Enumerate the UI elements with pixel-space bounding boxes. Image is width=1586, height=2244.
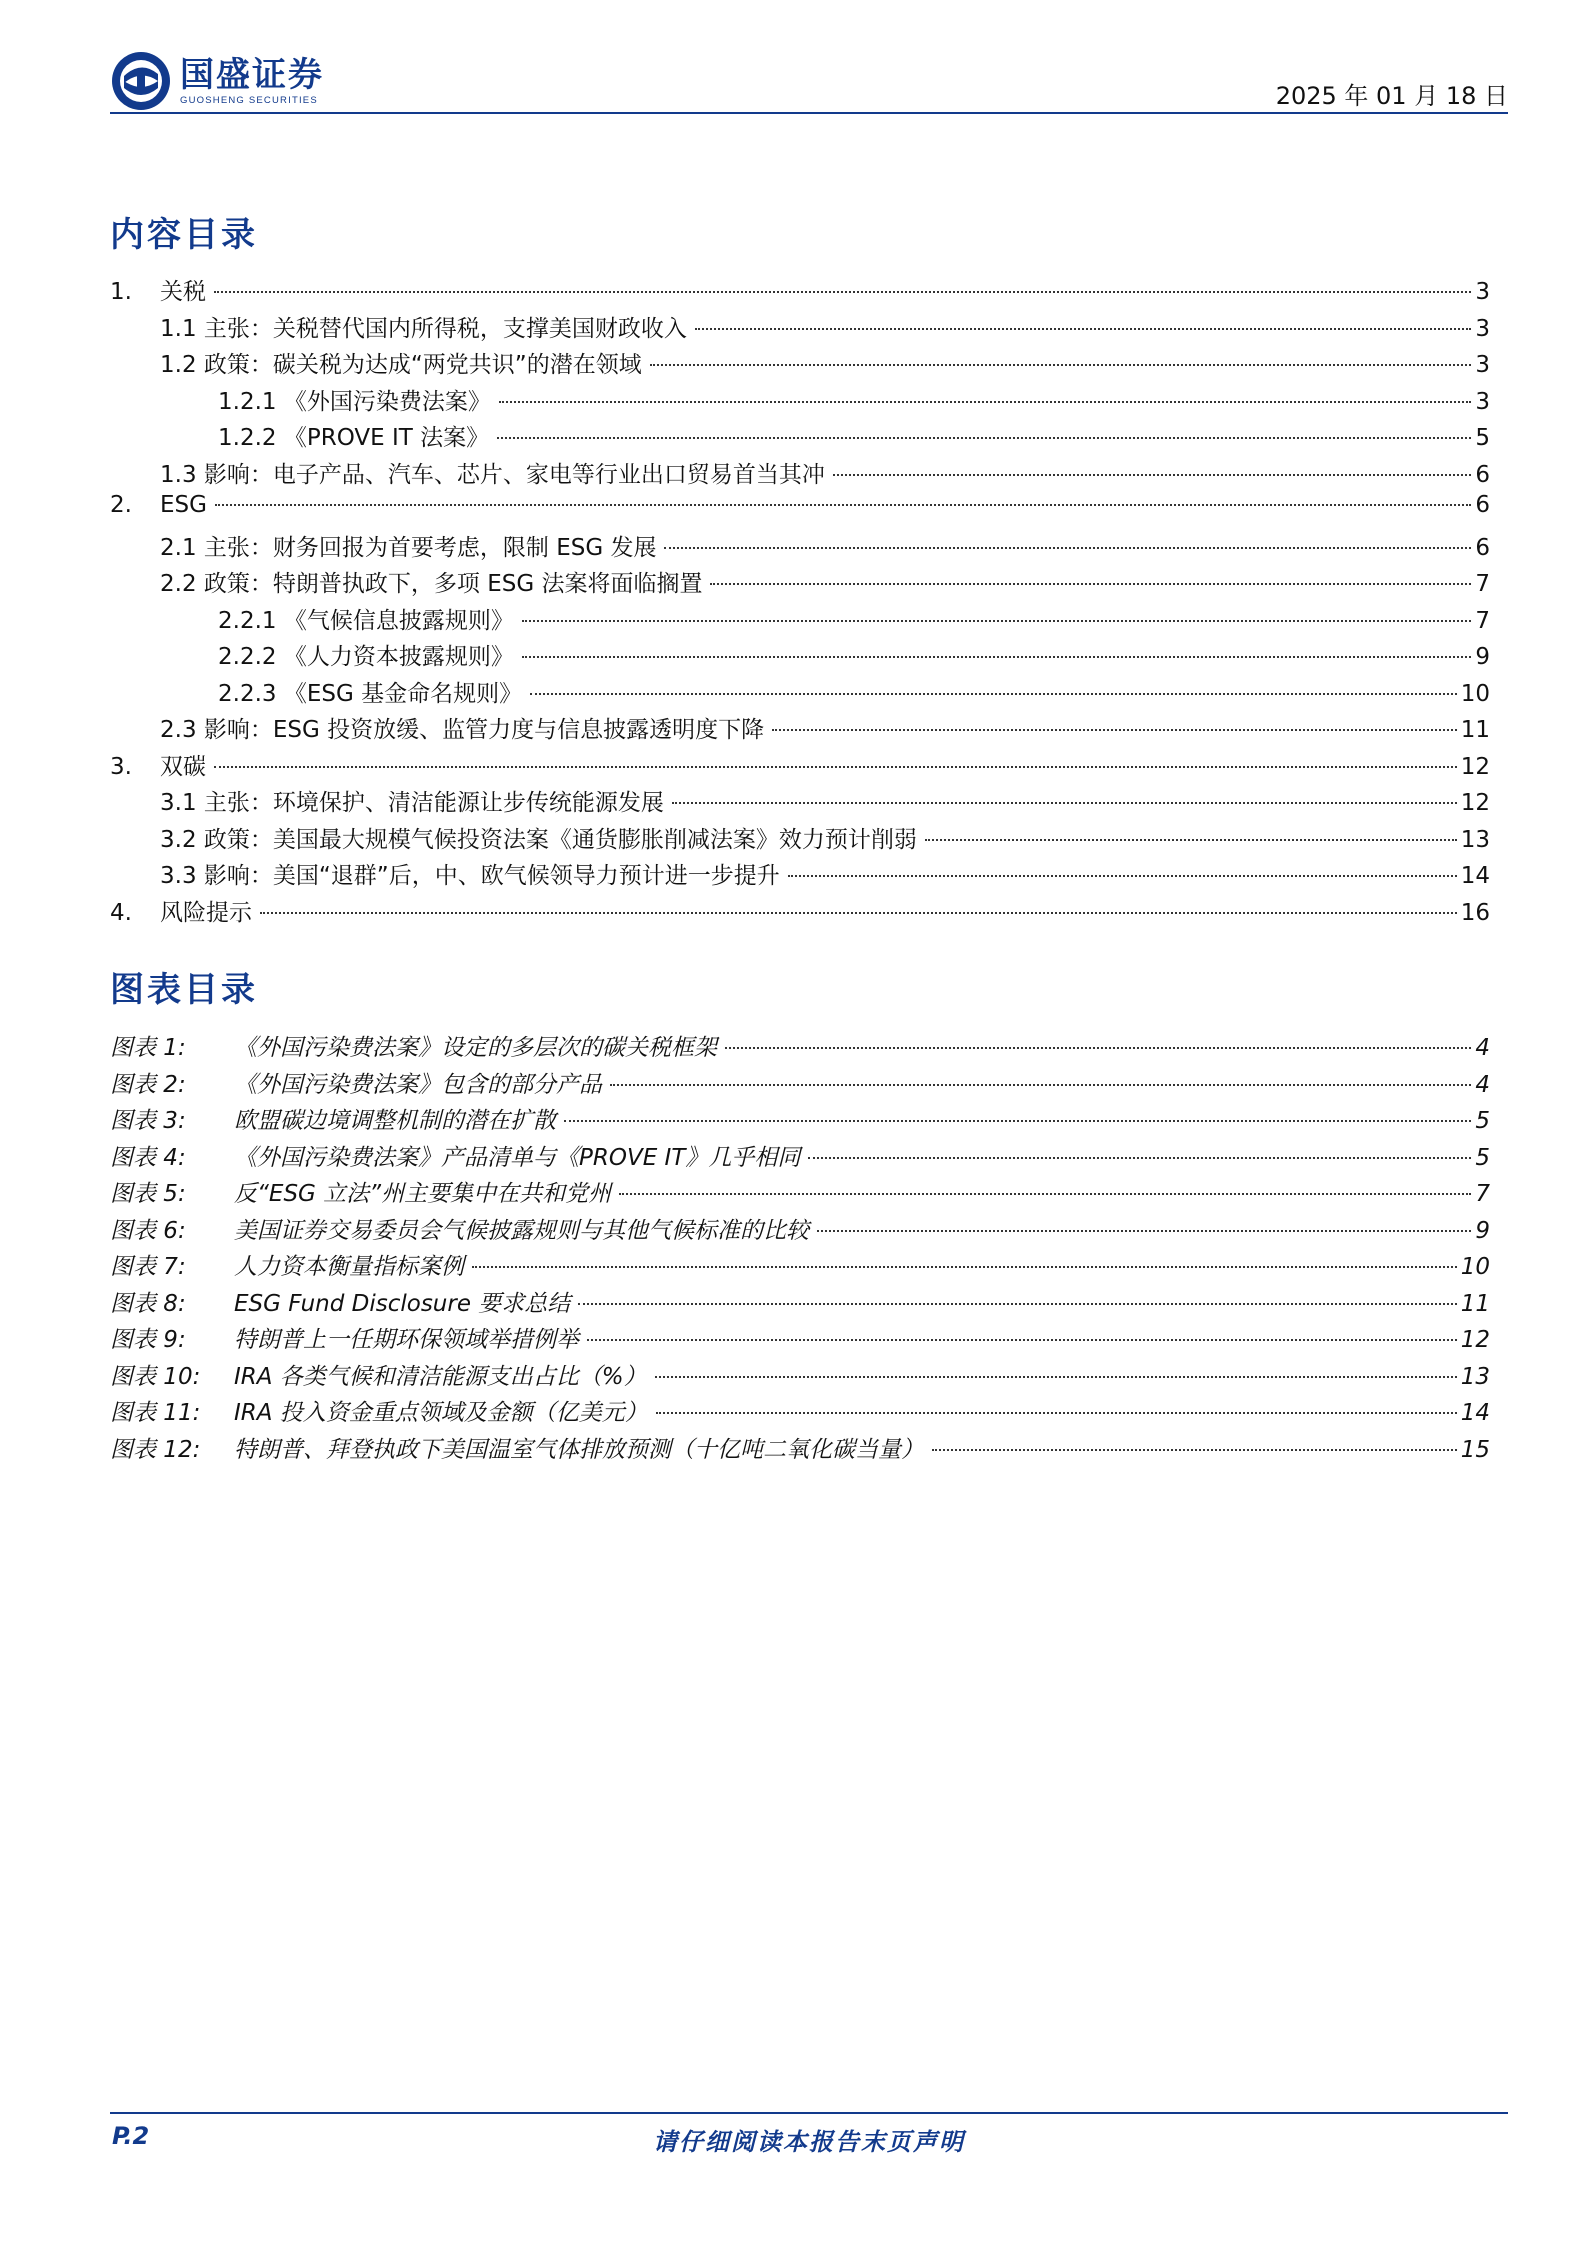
- figure-entry-page: 4: [1475, 1071, 1490, 1098]
- toc-entry[interactable]: [110, 748, 1490, 785]
- toc-entry-heading: [160, 310, 691, 343]
- figure-entry-label: 图表 6:: [110, 1217, 186, 1244]
- dot-leader: [472, 1266, 1457, 1268]
- dot-leader: [214, 291, 1471, 293]
- toc-entry-page: 14: [1460, 863, 1490, 889]
- figure-entry-label: 图表 10:: [110, 1363, 201, 1390]
- toc-entry-number: 1.2: [160, 352, 197, 378]
- toc-entry-page: 3: [1475, 352, 1490, 378]
- figure-entry-page: 10: [1460, 1254, 1490, 1280]
- toc-entry-page: 3: [1475, 315, 1490, 342]
- toc-entry-page: 3: [1475, 279, 1490, 305]
- toc-entry-heading: [218, 602, 518, 635]
- figure-entry-page: 14: [1460, 1400, 1490, 1426]
- toc-entry-text: 关税: [160, 279, 206, 305]
- figure-entry-page: 12: [1460, 1327, 1490, 1353]
- toc-entry-number: 1.2.2: [218, 425, 277, 451]
- figure-entry-title: IRA 各类气候和清洁能源支出占比（%）: [234, 1363, 647, 1390]
- toc-entry-page: 6: [1475, 492, 1490, 518]
- toc-entry-text: 政策：碳关税为达成“两党共识”的潜在领域: [203, 352, 642, 378]
- figure-entry[interactable]: [110, 1066, 1490, 1103]
- toc-entry-number: 2.3: [160, 717, 197, 743]
- toc-entry-text: 影响：电子产品、汽车、芯片、家电等行业出口贸易首当其冲: [203, 461, 825, 488]
- toc-entry[interactable]: [110, 602, 1490, 639]
- figure-entry-title: 特朗普上一任期环保领域举措例举: [234, 1327, 579, 1353]
- toc-entry-heading: [160, 456, 829, 489]
- toc-entry-number: 2.2.2: [218, 644, 277, 670]
- figure-entry-page: 5: [1475, 1144, 1490, 1171]
- toc-entry-text: 主张：环境保护、清洁能源让步传统能源发展: [203, 790, 664, 816]
- dot-leader: [710, 583, 1471, 585]
- dot-leader: [564, 1120, 1471, 1122]
- toc-entry-heading: [110, 273, 210, 306]
- toc-entry-text: 影响：ESG 投资放缓、监管力度与信息披露透明度下降: [203, 717, 765, 743]
- figure-entry-label: 图表 3:: [110, 1108, 186, 1134]
- figure-entry-title: 反“ESG 立法”州主要集中在共和党州: [234, 1181, 612, 1207]
- toc-entry-text: 双碳: [160, 753, 206, 780]
- toc-entry-text: 《人力资本披露规则》: [283, 644, 514, 670]
- figure-entry-page: 9: [1475, 1217, 1490, 1244]
- toc-entry-heading: [110, 748, 210, 781]
- dot-leader: [260, 912, 1457, 914]
- figure-entry-label: 图表 7:: [110, 1254, 186, 1280]
- figure-entry-title: ESG Fund Disclosure 要求总结: [234, 1290, 571, 1317]
- dot-leader: [725, 1047, 1471, 1049]
- figure-entry[interactable]: [110, 1212, 1490, 1249]
- figure-entry-title: 美国证券交易委员会气候披露规则与其他气候标准的比较: [234, 1217, 809, 1244]
- figure-entry[interactable]: [110, 1358, 1490, 1395]
- dot-leader: [925, 839, 1457, 841]
- figure-entry-title: 人力资本衡量指标案例: [234, 1254, 464, 1280]
- toc-entry-number: 1.1: [160, 315, 197, 342]
- toc-entry-heading: [218, 383, 495, 416]
- logo-english-name: GUOSHENG SECURITIES: [180, 95, 318, 106]
- toc-entry-number: 1.3: [160, 461, 197, 488]
- dot-leader: [932, 1449, 1457, 1451]
- dot-leader: [655, 1376, 1457, 1378]
- toc-entry-heading: [160, 857, 784, 890]
- dot-leader: [214, 766, 1457, 768]
- toc-entry[interactable]: [110, 419, 1490, 456]
- toc-entry[interactable]: [110, 821, 1490, 858]
- dot-leader: [610, 1084, 1471, 1086]
- toc-entry-number: 3.2: [160, 826, 197, 853]
- toc-entry-number: 2.2: [160, 571, 197, 597]
- toc-entry-number: 4.: [110, 899, 132, 926]
- dot-leader: [817, 1230, 1471, 1232]
- figure-entry-label: 图表 4:: [110, 1144, 186, 1171]
- toc-entry[interactable]: [110, 894, 1490, 931]
- toc-entry-heading: [160, 784, 668, 817]
- toc-entry-number: 3.3: [160, 863, 197, 889]
- toc-entry-heading: [110, 492, 211, 518]
- toc-entry-page: 5: [1475, 425, 1490, 451]
- page-header: [110, 46, 1508, 118]
- dot-leader: [530, 693, 1457, 695]
- toc-entry-number: 3.1: [160, 790, 197, 816]
- figure-entry-page: 4: [1475, 1035, 1490, 1061]
- toc-entry[interactable]: [110, 492, 1490, 529]
- dot-leader: [497, 437, 1471, 439]
- figure-entry-page: 11: [1460, 1290, 1490, 1317]
- toc-entry-page: 7: [1475, 571, 1490, 597]
- figure-list: [110, 1029, 1490, 1467]
- dot-leader: [788, 875, 1457, 877]
- toc-entry-page: 6: [1475, 461, 1490, 488]
- toc-entry[interactable]: [110, 346, 1490, 383]
- toc-entry-page: 13: [1460, 826, 1490, 853]
- toc-entry-heading: [160, 821, 921, 854]
- toc-entry-heading: [160, 346, 646, 379]
- toc-entry-text: 政策：美国最大规模气候投资法案《通货膨胀削减法案》效力预计削弱: [203, 826, 917, 853]
- toc-entry-text: 主张：财务回报为首要考虑，限制 ESG 发展: [203, 534, 657, 561]
- toc-entry[interactable]: [110, 784, 1490, 821]
- figure-entry-label: 图表 11:: [110, 1400, 201, 1426]
- toc-entry-page: 11: [1460, 717, 1490, 743]
- table-of-contents: [110, 273, 1490, 930]
- dot-leader: [587, 1339, 1457, 1341]
- dot-leader: [664, 547, 1471, 549]
- logo-mark-icon: [110, 50, 172, 112]
- figure-entry-title: IRA 投入资金重点领域及金额（亿美元）: [234, 1400, 648, 1426]
- toc-entry-page: 7: [1475, 607, 1490, 634]
- toc-entry-heading: [160, 711, 768, 744]
- toc-entry-number: 1.2.1: [218, 388, 277, 415]
- dot-leader: [522, 620, 1472, 622]
- toc-entry[interactable]: [110, 711, 1490, 748]
- toc-entry[interactable]: [110, 857, 1490, 894]
- toc-entry-number: 2.1: [160, 534, 197, 561]
- toc-entry-text: 政策：特朗普执政下，多项 ESG 法案将面临搁置: [203, 571, 703, 597]
- figure-entry[interactable]: [110, 1029, 1490, 1066]
- disclaimer-note: 请仔细阅读本报告末页声明: [653, 2128, 965, 2156]
- toc-entry[interactable]: [110, 383, 1490, 420]
- figure-entry-title: 特朗普、拜登执政下美国温室气体排放预测（十亿吨二氧化碳当量）: [234, 1436, 924, 1463]
- toc-entry-heading: [160, 529, 660, 562]
- dot-leader: [833, 474, 1471, 476]
- toc-entry-text: 《外国污染费法案》: [283, 388, 491, 415]
- figure-entry[interactable]: [110, 1248, 1490, 1285]
- figure-entry-label: 图表 8:: [110, 1290, 186, 1317]
- figure-entry[interactable]: [110, 1431, 1490, 1468]
- figure-entry[interactable]: [110, 1175, 1490, 1212]
- dot-leader: [522, 656, 1472, 658]
- toc-entry-heading: [218, 675, 526, 708]
- figure-entry-label: 图表 9:: [110, 1327, 186, 1353]
- toc-entry-heading: [218, 638, 518, 671]
- toc-entry-page: 16: [1460, 899, 1490, 926]
- figure-entry[interactable]: [110, 1102, 1490, 1139]
- toc-entry-heading: [160, 565, 706, 598]
- toc-entry-page: 6: [1475, 534, 1490, 561]
- dot-leader: [772, 729, 1457, 731]
- toc-entry[interactable]: [110, 675, 1490, 712]
- toc-entry[interactable]: [110, 273, 1490, 310]
- figure-entry[interactable]: [110, 1139, 1490, 1176]
- toc-entry-text: ESG: [160, 492, 207, 518]
- toc-entry-text: 《气候信息披露规则》: [283, 607, 514, 634]
- figure-entry-page: 5: [1475, 1108, 1490, 1134]
- toc-entry-text: 《ESG 基金命名规则》: [283, 680, 523, 707]
- figure-entry-page: 13: [1460, 1363, 1490, 1390]
- figure-entry[interactable]: [110, 1394, 1490, 1431]
- toc-entry-page: 9: [1475, 644, 1490, 670]
- toc-entry-page: 12: [1460, 753, 1490, 780]
- toc-entry-number: 2.2.1: [218, 607, 277, 634]
- figure-entry-title: 《外国污染费法案》包含的部分产品: [234, 1071, 602, 1098]
- dot-leader: [499, 401, 1472, 403]
- figure-entry-title: 《外国污染费法案》设定的多层次的碳关税框架: [234, 1035, 717, 1061]
- dot-leader: [672, 802, 1457, 804]
- figure-entry-title: 《外国污染费法案》产品清单与《PROVE IT》几乎相同: [234, 1144, 801, 1171]
- page-number: P.2: [112, 2122, 150, 2150]
- figure-entry-label: 图表 12:: [110, 1436, 201, 1463]
- toc-entry[interactable]: [110, 456, 1490, 493]
- figure-entry[interactable]: [110, 1285, 1490, 1322]
- figure-entry-label: 图表 5:: [110, 1181, 186, 1207]
- figure-entry-title: 欧盟碳边境调整机制的潜在扩散: [234, 1108, 556, 1134]
- figure-list-title: 图表目录: [110, 970, 258, 1010]
- figure-entry-page: 15: [1460, 1436, 1490, 1463]
- dot-leader: [578, 1303, 1456, 1305]
- toc-entry-text: 影响：美国“退群”后，中、欧气候领导力预计进一步提升: [203, 863, 780, 889]
- toc-entry[interactable]: [110, 565, 1490, 602]
- toc-entry-heading: [218, 419, 493, 452]
- toc-entry-text: 《PROVE IT 法案》: [283, 425, 490, 451]
- toc-entry-page: 10: [1460, 680, 1490, 707]
- dot-leader: [808, 1157, 1471, 1159]
- footer-divider: [110, 2112, 1508, 2114]
- toc-entry-page: 12: [1460, 790, 1490, 816]
- toc-entry-text: 主张：关税替代国内所得税，支撑美国财政收入: [203, 315, 687, 342]
- header-divider: [110, 112, 1508, 114]
- figure-entry[interactable]: [110, 1321, 1490, 1358]
- dot-leader: [656, 1412, 1457, 1414]
- report-date: 2025 年 01 月 18 日: [1275, 82, 1508, 110]
- toc-entry-number: 2.2.3: [218, 680, 277, 707]
- figure-entry-label: 图表 1:: [110, 1035, 186, 1061]
- toc-entry-number: 3.: [110, 753, 132, 780]
- dot-leader: [619, 1193, 1471, 1195]
- toc-entry[interactable]: [110, 529, 1490, 566]
- toc-entry-number: 1.: [110, 279, 132, 305]
- toc-entry-text: 风险提示: [160, 899, 252, 926]
- figure-entry-label: 图表 2:: [110, 1071, 186, 1098]
- toc-title: 内容目录: [110, 215, 258, 255]
- toc-entry-page: 3: [1475, 388, 1490, 415]
- company-logo: [110, 46, 324, 116]
- figure-entry-page: 7: [1475, 1181, 1490, 1207]
- toc-entry-number: 2.: [110, 492, 132, 518]
- toc-entry[interactable]: [110, 638, 1490, 675]
- toc-entry-heading: [110, 894, 256, 927]
- dot-leader: [695, 328, 1471, 330]
- dot-leader: [650, 364, 1472, 366]
- dot-leader: [215, 504, 1471, 506]
- logo-chinese-name: 国盛证券: [180, 55, 324, 95]
- toc-entry[interactable]: [110, 310, 1490, 347]
